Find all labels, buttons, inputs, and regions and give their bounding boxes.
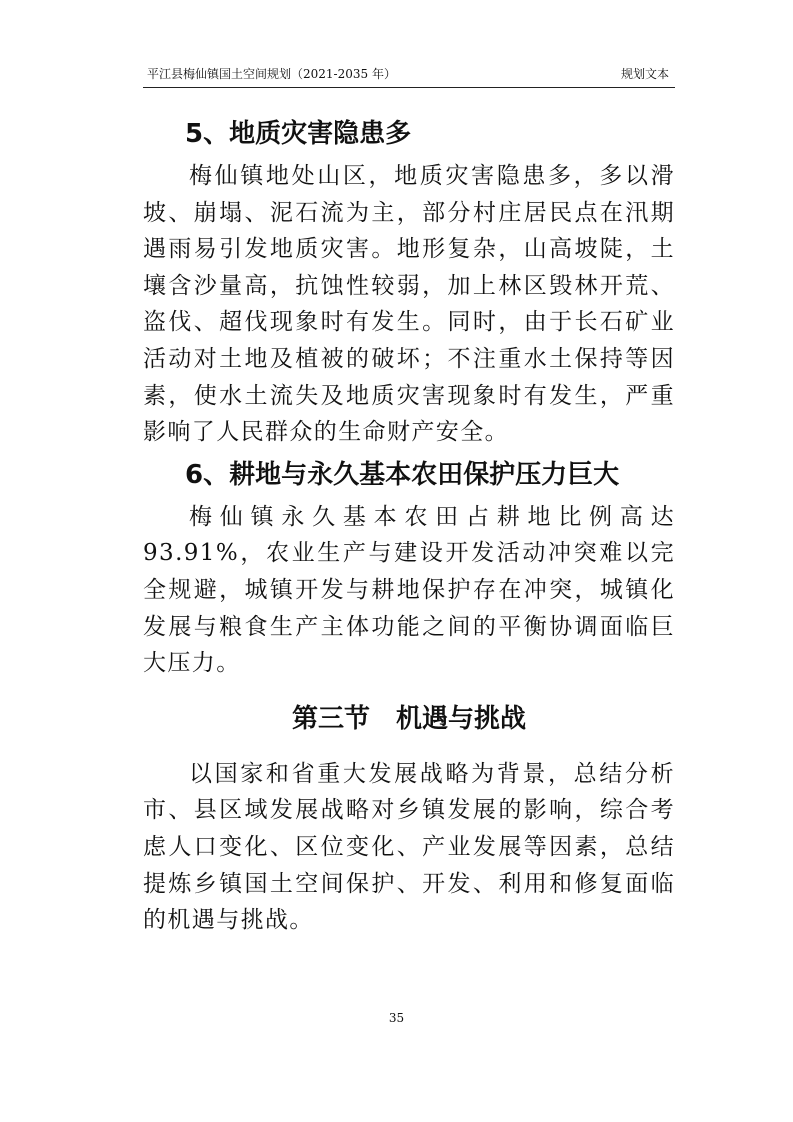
document-type-label: 规划文本 [620, 67, 669, 81]
section-title: 第三节 机遇与挑战 [291, 703, 526, 734]
document-title: 平江县梅仙镇国土空间规划（2021-2035 年） [147, 67, 396, 81]
paragraph-geological-hazards: 梅仙镇地处山区，地质灾害隐患多，多以滑坡、崩塌、泥石流为主，部分村庄居民点在汛期遇雨易引发地质灾害。地形复杂，山高坡陡，土壤含沙量高，抗蚀性较弱，加上林区毁林开荒、盗伐、超伐现象时有发生。同时，由于长石矿业活动对土地及植被的破坏；不注重水土保持等因素，使水土流失及地质灾害现象时有发生，严重影响了人民群众的生命财产安全。 [143, 163, 675, 446]
page-header [143, 64, 675, 84]
heading-geological-hazards: 5、地质灾害隐患多 [185, 119, 412, 149]
paragraph-opportunities: 以国家和省重大发展战略为背景，总结分析市、县区域发展战略对乡镇发展的影响，综合考虑人口变化、区位变化、产业发展等因素，总结提炼乡镇国土空间保护、开发、利用和修复面临的机遇与挑战。 [143, 760, 675, 934]
heading-farmland-protection: 6、耕地与永久基本农田保护压力巨大 [185, 459, 620, 490]
header-divider [143, 87, 675, 88]
page-number: 35 [388, 1011, 405, 1025]
page-body [143, 110, 675, 939]
paragraph-farmland-protection: 梅仙镇永久基本农田占耕地比例高达 93.91%，农业生产与建设开发活动冲突难以完全规避，城镇开发与耕地保护存在冲突，城镇化发展与粮食生产主体功能之间的平衡协调面临巨大压力。 [143, 503, 675, 677]
